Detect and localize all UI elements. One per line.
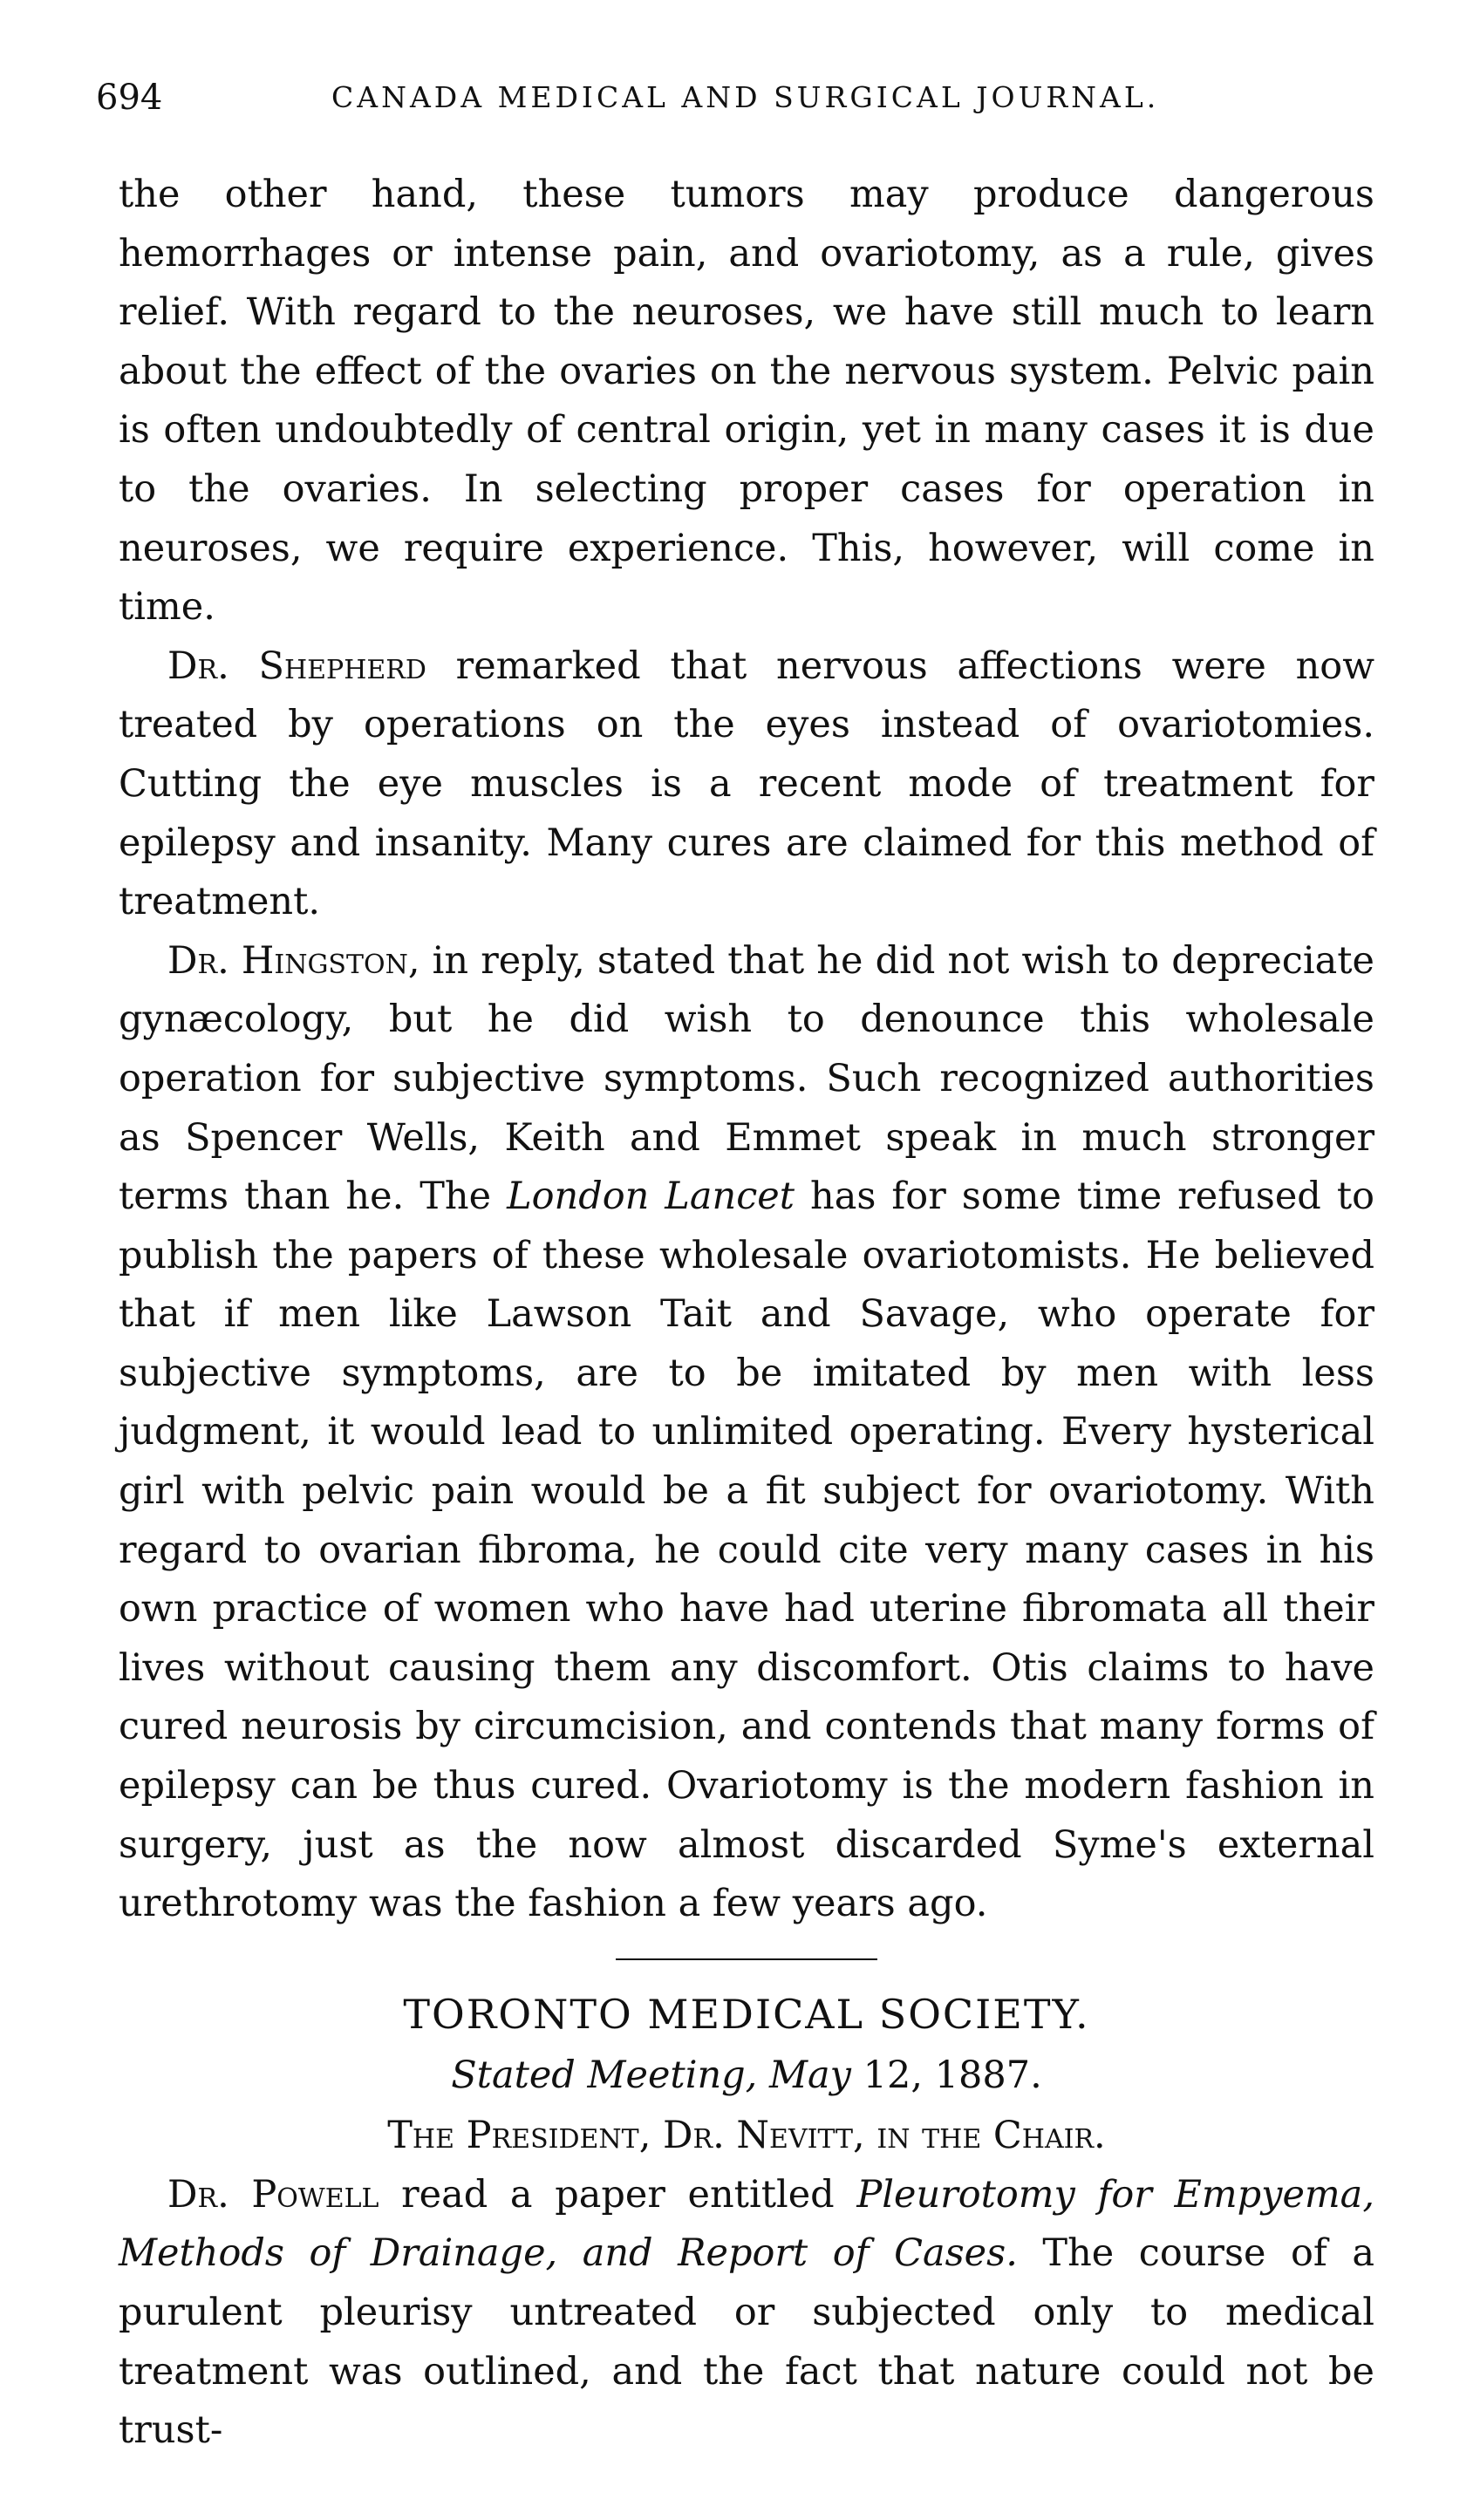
paragraph-hingston	[119, 932, 1374, 1934]
paragraph-text: , in reply, stated that he did not wish to depreciate gynæcology, but he did wish to denounce this wholesale operation for subjective symptoms. Such recognized authorities as Spencer Wells, Keith and Emmet speak in much stronger terms than he. The	[119, 938, 1374, 1219]
paragraph-continuation	[119, 166, 1374, 637]
paragraph-shepherd	[119, 637, 1374, 932]
page-number: 694	[96, 78, 163, 118]
chair-line: The President, Dr. Nevitt, in the Chair.	[387, 2113, 1106, 2157]
paragraph-text: read a paper entitled	[379, 2172, 857, 2217]
paper-title: Pleurotomy for Empyema, Methods of Drainage, and Report of Cases.	[119, 2172, 1374, 2276]
paragraph-powell	[119, 2166, 1374, 2461]
meeting-label: Stated Meeting, May	[451, 2053, 851, 2097]
paragraph-text: The course of a purulent pleurisy untreated or subjected only to medical treatment was outlined, and the fact that nature could not be trust-	[119, 2231, 1374, 2453]
speaker-name: Dr. Hingston	[167, 938, 408, 983]
section-heading: TORONTO MEDICAL SOCIETY.	[403, 1990, 1090, 2038]
journal-reference: London Lancet	[507, 1175, 795, 1219]
meeting-date: 12, 1887.	[850, 2053, 1042, 2097]
body-text	[119, 166, 1374, 2461]
paragraph-text: remarked that nervous affections were now treated by operations on the eyes instead of ovariotomies. Cutting the eye muscles is a recent mode of treatment for epilepsy and insanity. Many cures are claimed for this method of treatment.	[119, 644, 1375, 924]
running-head	[96, 72, 1387, 124]
meeting-line	[119, 2046, 1374, 2105]
section-divider	[616, 1958, 877, 1960]
speaker-name: Dr. Powell	[167, 2172, 379, 2217]
paragraph-text: has for some time refused to publish the papers of these wholesale ovariotomists. He believed that if men like Lawson Tait and Savage, who operate for subjective symptoms, are to be imitated by men with less judgment, it would lead to unlimited operating. Every hysterical girl with pelvic pain would be a fit subject for ovariotomy. With regard to ovarian fibroma, he could cite very many cases in his own practice of women who have had uterine fibromata all their lives without causing them any discomfort. Otis claims to have cured neurosis by circumcision, and contends that many forms of epilepsy can be thus cured. Ovariotomy is the modern fashion in surgery, just as the now almost discarded Syme's external urethrotomy was the fashion a few years ago.	[119, 1175, 1374, 1926]
paragraph-text: the other hand, these tumors may produce dangerous hemorrhages or intense pain, and ovariotomy, as a rule, gives relief. With regard to the neuroses, we have still much to learn about the effect of the ovaries on the nervous system. Pelvic pain is often undoubtedly of central origin, yet in many cases it is due to the ovaries. In selecting proper cases for operation in neuroses, we require experience. This, however, will come in time.	[119, 173, 1374, 630]
speaker-name: Dr. Shepherd	[167, 644, 426, 688]
journal-title: CANADA MEDICAL AND SURGICAL JOURNAL.	[331, 80, 1160, 114]
